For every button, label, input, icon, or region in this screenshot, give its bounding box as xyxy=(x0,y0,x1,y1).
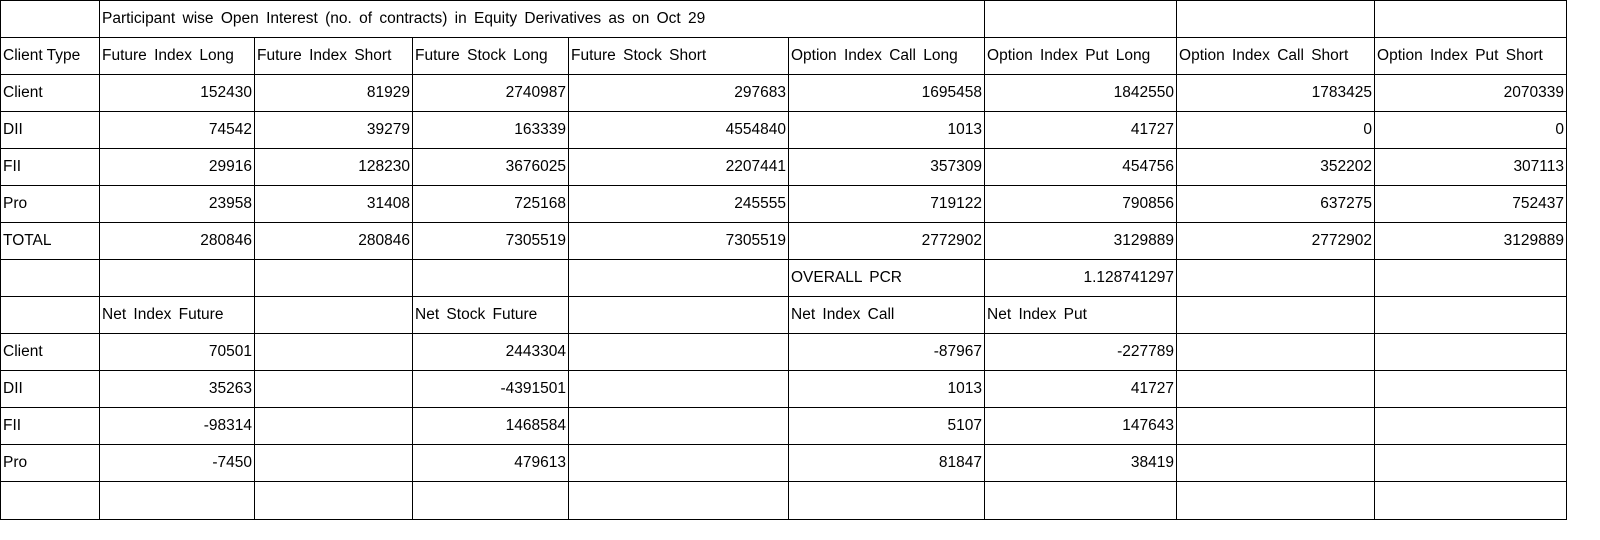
cell-empty xyxy=(985,482,1177,520)
empty-row xyxy=(1,482,1567,520)
cell-value: 7305519 xyxy=(569,223,789,260)
cell-empty xyxy=(1177,260,1375,297)
cell-value: 163339 xyxy=(413,112,569,149)
cell-empty xyxy=(1375,260,1567,297)
header-future-index-long: Future Index Long xyxy=(100,38,255,75)
header-option-index-put-long: Option Index Put Long xyxy=(985,38,1177,75)
cell-value: 3676025 xyxy=(413,149,569,186)
row-label: Client xyxy=(1,334,100,371)
header-option-index-put-short: Option Index Put Short xyxy=(1375,38,1567,75)
sheet-title: Participant wise Open Interest (no. of contracts) in Equity Derivatives as on Oct 29 xyxy=(100,1,985,38)
cell-empty xyxy=(1375,408,1567,445)
cell-value: 719122 xyxy=(789,186,985,223)
cell-value: 4554840 xyxy=(569,112,789,149)
cell-empty xyxy=(1375,334,1567,371)
cell-value: 280846 xyxy=(255,223,413,260)
cell-value: 39279 xyxy=(255,112,413,149)
title-row xyxy=(1,1,1567,38)
cell-value: 41727 xyxy=(985,371,1177,408)
cell-value: 81929 xyxy=(255,75,413,112)
pcr-label: OVERALL PCR xyxy=(789,260,985,297)
cell-value: 1468584 xyxy=(413,408,569,445)
cell-value: 725168 xyxy=(413,186,569,223)
cell-empty xyxy=(413,260,569,297)
cell-value: 280846 xyxy=(100,223,255,260)
cell-empty xyxy=(255,334,413,371)
cell-value: 2772902 xyxy=(789,223,985,260)
cell-empty xyxy=(569,482,789,520)
cell-value: 1783425 xyxy=(1177,75,1375,112)
cell-value: 38419 xyxy=(985,445,1177,482)
cell-value: 31408 xyxy=(255,186,413,223)
cell-value: 245555 xyxy=(569,186,789,223)
cell-empty xyxy=(1177,445,1375,482)
cell-empty xyxy=(1375,445,1567,482)
pcr-row xyxy=(1,260,1567,297)
header-future-stock-long: Future Stock Long xyxy=(413,38,569,75)
cell-empty xyxy=(255,297,413,334)
row-label: FII xyxy=(1,408,100,445)
header-future-index-short: Future Index Short xyxy=(255,38,413,75)
cell-empty xyxy=(569,260,789,297)
cell-value: 637275 xyxy=(1177,186,1375,223)
cell-value: 1695458 xyxy=(789,75,985,112)
cell-empty xyxy=(1,1,100,38)
cell-value: 752437 xyxy=(1375,186,1567,223)
header-option-index-call-long: Option Index Call Long xyxy=(789,38,985,75)
net-row xyxy=(1,334,1567,371)
cell-empty xyxy=(569,408,789,445)
cell-empty xyxy=(255,482,413,520)
table-row xyxy=(1,186,1567,223)
cell-value: 3129889 xyxy=(1375,223,1567,260)
net-row xyxy=(1,445,1567,482)
table-row xyxy=(1,75,1567,112)
header-option-index-call-short: Option Index Call Short xyxy=(1177,38,1375,75)
cell-value: 1842550 xyxy=(985,75,1177,112)
cell-value: 7305519 xyxy=(413,223,569,260)
row-label: Client xyxy=(1,75,100,112)
cell-empty xyxy=(1375,482,1567,520)
cell-value: -227789 xyxy=(985,334,1177,371)
row-label: Pro xyxy=(1,445,100,482)
cell-value: 3129889 xyxy=(985,223,1177,260)
cell-value: 297683 xyxy=(569,75,789,112)
cell-value: 352202 xyxy=(1177,149,1375,186)
cell-empty xyxy=(569,297,789,334)
cell-empty xyxy=(985,1,1177,38)
cell-value: 2740987 xyxy=(413,75,569,112)
row-label: Pro xyxy=(1,186,100,223)
cell-empty xyxy=(1375,1,1567,38)
cell-value: 0 xyxy=(1375,112,1567,149)
cell-value: 790856 xyxy=(985,186,1177,223)
cell-value: 74542 xyxy=(100,112,255,149)
header-net-stock-future: Net Stock Future xyxy=(413,297,569,334)
cell-empty xyxy=(1177,1,1375,38)
pcr-value: 1.128741297 xyxy=(985,260,1177,297)
cell-empty xyxy=(1,297,100,334)
cell-value: 0 xyxy=(1177,112,1375,149)
cell-empty xyxy=(1177,334,1375,371)
cell-value: -87967 xyxy=(789,334,985,371)
cell-empty xyxy=(1177,482,1375,520)
cell-empty xyxy=(789,482,985,520)
cell-value: 454756 xyxy=(985,149,1177,186)
cell-empty xyxy=(569,445,789,482)
table-row xyxy=(1,112,1567,149)
cell-empty xyxy=(255,371,413,408)
header-row xyxy=(1,38,1567,75)
cell-empty xyxy=(100,482,255,520)
cell-value: -98314 xyxy=(100,408,255,445)
cell-value: 357309 xyxy=(789,149,985,186)
net-row xyxy=(1,408,1567,445)
cell-value: -7450 xyxy=(100,445,255,482)
cell-value: 152430 xyxy=(100,75,255,112)
cell-value: 41727 xyxy=(985,112,1177,149)
cell-empty xyxy=(569,334,789,371)
cell-value: 128230 xyxy=(255,149,413,186)
cell-empty xyxy=(1,482,100,520)
cell-value: 2772902 xyxy=(1177,223,1375,260)
header-net-index-put: Net Index Put xyxy=(985,297,1177,334)
net-header-row xyxy=(1,297,1567,334)
cell-value: 307113 xyxy=(1375,149,1567,186)
row-label: DII xyxy=(1,371,100,408)
row-label: FII xyxy=(1,149,100,186)
cell-empty xyxy=(1177,297,1375,334)
cell-empty xyxy=(100,260,255,297)
cell-value: -4391501 xyxy=(413,371,569,408)
cell-empty xyxy=(1375,371,1567,408)
cell-value: 479613 xyxy=(413,445,569,482)
cell-empty xyxy=(255,260,413,297)
cell-value: 2070339 xyxy=(1375,75,1567,112)
table-row xyxy=(1,149,1567,186)
cell-empty xyxy=(1177,371,1375,408)
cell-empty xyxy=(1177,408,1375,445)
cell-empty xyxy=(1375,297,1567,334)
cell-value: 1013 xyxy=(789,371,985,408)
cell-value: 2443304 xyxy=(413,334,569,371)
cell-value: 23958 xyxy=(100,186,255,223)
row-label: TOTAL xyxy=(1,223,100,260)
cell-value: 5107 xyxy=(789,408,985,445)
total-row xyxy=(1,223,1567,260)
header-client-type: Client Type xyxy=(1,38,100,75)
cell-value: 147643 xyxy=(985,408,1177,445)
cell-value: 29916 xyxy=(100,149,255,186)
cell-empty xyxy=(255,408,413,445)
cell-empty xyxy=(413,482,569,520)
cell-empty xyxy=(1,260,100,297)
cell-value: 70501 xyxy=(100,334,255,371)
cell-value: 2207441 xyxy=(569,149,789,186)
row-label: DII xyxy=(1,112,100,149)
cell-value: 35263 xyxy=(100,371,255,408)
cell-empty xyxy=(255,445,413,482)
net-row xyxy=(1,371,1567,408)
cell-empty xyxy=(569,371,789,408)
header-net-index-call: Net Index Call xyxy=(789,297,985,334)
cell-value: 1013 xyxy=(789,112,985,149)
header-future-stock-short: Future Stock Short xyxy=(569,38,789,75)
header-net-index-future: Net Index Future xyxy=(100,297,255,334)
cell-value: 81847 xyxy=(789,445,985,482)
